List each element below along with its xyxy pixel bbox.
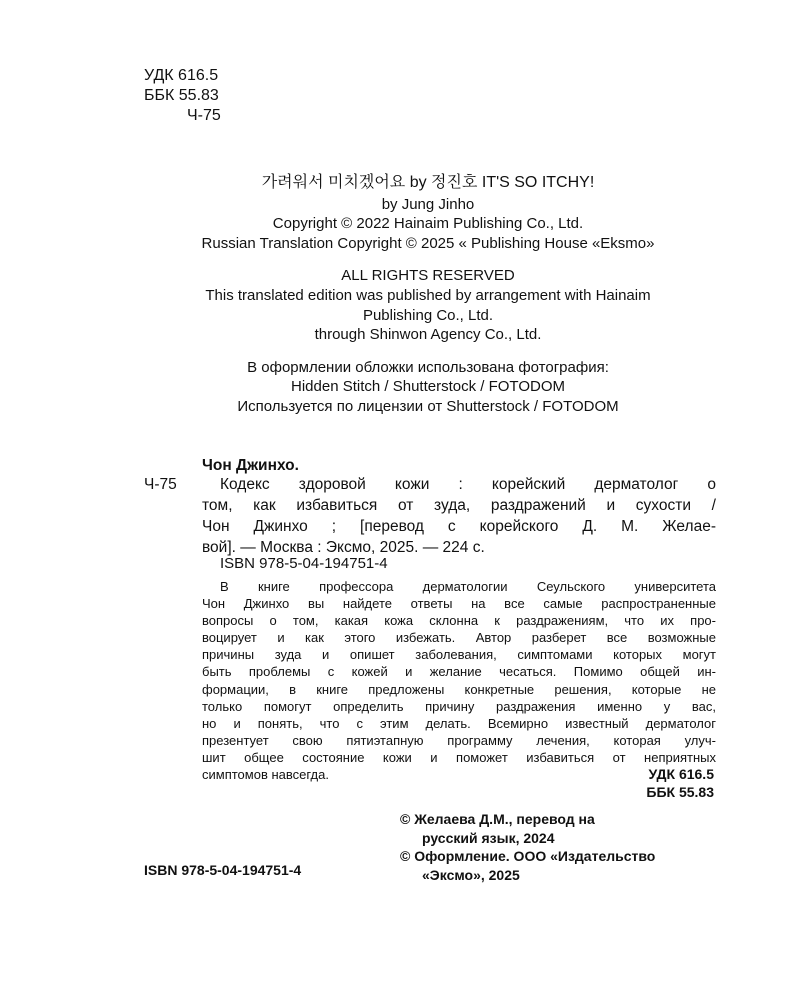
bbk-code: ББК 55.83 (144, 87, 219, 104)
cover-credit-line-3: Используется по лицензии от Shutterstock / FOTODOM (237, 397, 619, 415)
annotation-line: шит общее состояние кожи и поможет избавиться от неприятных (202, 749, 716, 765)
copyright-original: Copyright © 2022 Hainaim Publishing Co., Ltd. (272, 215, 584, 233)
cover-credit-line-1: В оформлении обложки использована фотография: (247, 358, 609, 376)
classification-block (144, 66, 221, 126)
cover-credit-line-2: Hidden Stitch / Shutterstock / FOTODOM (291, 378, 565, 396)
catalog-line: том, как избавиться от зуда, раздражений и сухости / (202, 497, 716, 514)
original-title: 가려워서 미치겠어요 by 정진호 IT'S SO ITCHY! (261, 174, 595, 191)
copyright-translator-line-2: русский язык, 2024 (422, 829, 555, 846)
annotation-line: воцирует и как этого избежать. Автор разберет все возможные (202, 630, 716, 646)
annotation-line: вопросы о том, какая кожа склонна к раздражениям, что их про- (202, 613, 716, 629)
annotation-line: В книге профессора дерматологии Сеульского университета (220, 579, 716, 594)
annotation-line: симптомов навсегда. (202, 767, 329, 783)
annotation-line: формации, в книге предложены конкретные решения, которые не (202, 681, 716, 697)
author-mark: Ч-75 (187, 107, 221, 124)
annotation-line: Чон Джинхо вы найдете ответы на все самые распространенные (202, 596, 716, 612)
catalog-description (202, 474, 716, 558)
catalog-line: вой]. — Москва : Эксмо, 2025. — 224 с. (202, 539, 485, 556)
footer-isbn: ISBN 978-5-04-194751-4 (144, 862, 302, 878)
copyright-translation: Russian Translation Copyright © 2025 « Publishing House «Eksmo» (201, 234, 655, 252)
arrangement-line-3: through Shinwon Agency Co., Ltd. (314, 326, 542, 344)
footer-classification (646, 765, 714, 801)
footer-udk: УДК 616.5 (648, 766, 714, 782)
catalog-isbn: ISBN 978-5-04-194751-4 (220, 555, 388, 572)
catalog-line: Чон Джинхо ; [перевод с корейского Д. М. Желае- (202, 518, 716, 535)
catalog-line: Кодекс здоровой кожи : корейский дерматолог о (220, 476, 716, 493)
credits-block (100, 173, 756, 417)
annotation-line: причины зуда и опишет заболевания, симптомами которых могут (202, 647, 716, 663)
by-line: by Jung Jinho (381, 195, 475, 213)
copyright-design-line-2: «Эксмо», 2025 (422, 866, 520, 883)
annotation-line: быть проблемы с кожей и желание чесаться. Помимо общей ин- (202, 664, 716, 680)
annotation-line: только помогут определить причину раздражения именно у вас, (202, 698, 716, 714)
rights-notice: ALL RIGHTS RESERVED (341, 267, 515, 285)
annotation-line: презентует свою пятиэтапную программу лечения, которая улуч- (202, 732, 716, 748)
arrangement-line-1: This translated edition was published by arrangement with Hainaim (205, 286, 651, 304)
annotation (202, 578, 716, 783)
udk-code: УДК 616.5 (144, 67, 219, 84)
catalog-author: Чон Джинхо. (202, 457, 299, 474)
arrangement-line-2: Publishing Co., Ltd. (362, 306, 494, 324)
catalog-code: Ч-75 (144, 476, 177, 493)
copyright-notices (400, 810, 655, 884)
copyright-design-line-1: © Оформление. ООО «Издательство (400, 848, 656, 864)
footer-bbk: ББК 55.83 (646, 784, 714, 800)
annotation-line: но и понять, что с этим делать. Всемирно известный дерматолог (202, 715, 716, 731)
copyright-translator-line-1: © Желаева Д.М., перевод на (400, 811, 595, 827)
